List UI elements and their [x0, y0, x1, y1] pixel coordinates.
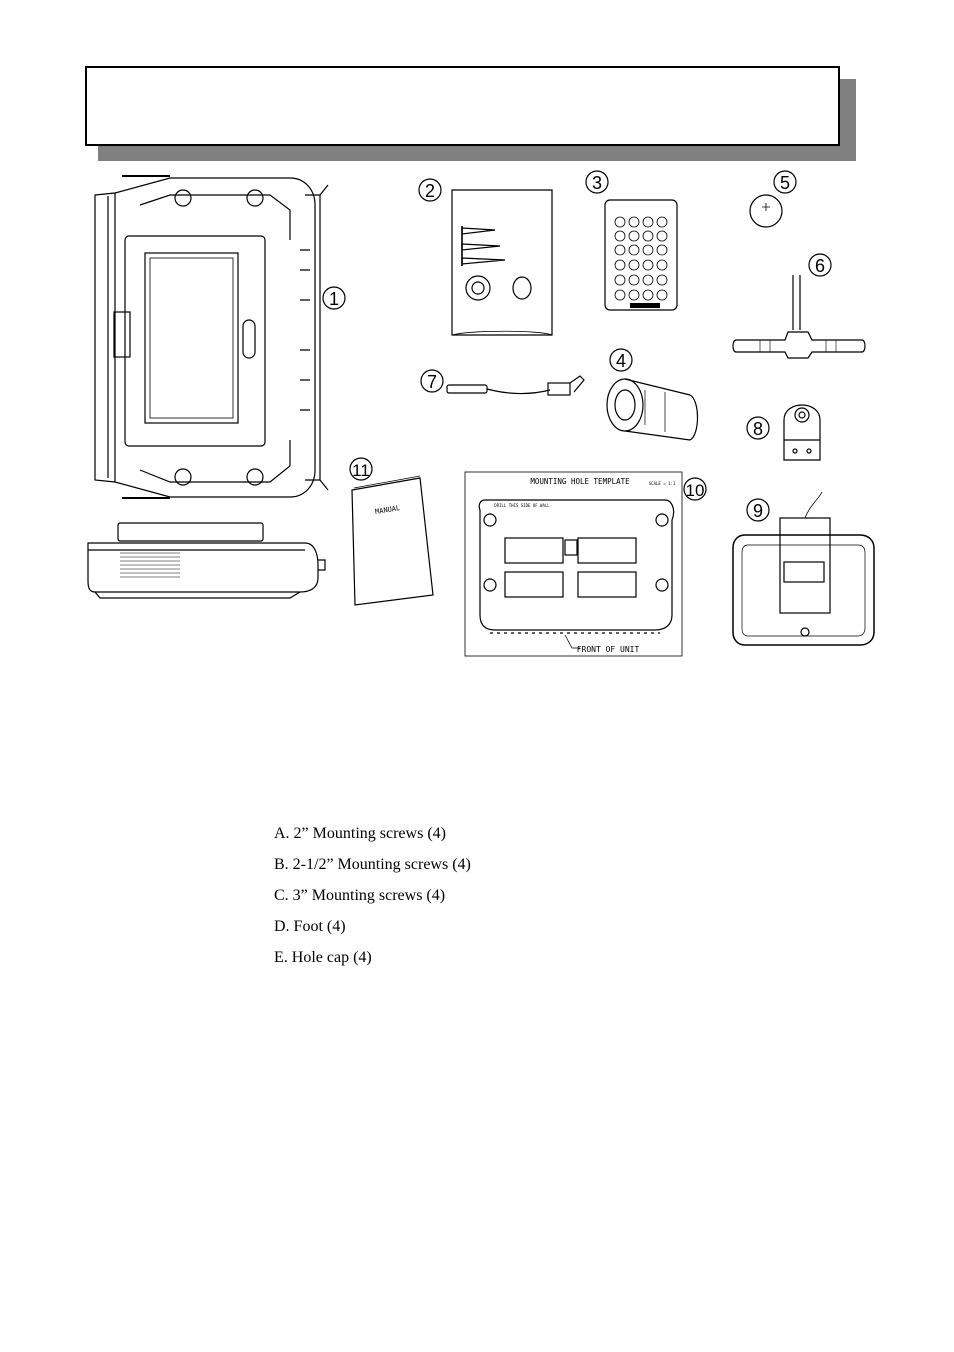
item-8-number: 8: [752, 419, 764, 439]
list-item: B. 2-1/2” Mounting screws (4): [274, 856, 471, 873]
template-drill-note: DRILL THIS SIDE OF WALL: [494, 503, 550, 508]
bracket-drawing: [784, 405, 820, 460]
item-6-number: 6: [814, 256, 826, 276]
fm-antenna-drawing: [733, 275, 865, 358]
item-4-number: 4: [615, 351, 627, 371]
mounting-hole-template-drawing: [465, 472, 682, 656]
remote-control-drawing: [605, 200, 677, 310]
list-item: C. 3” Mounting screws (4): [274, 887, 446, 904]
manual-cover-label: MANUAL: [374, 504, 401, 516]
list-item: A. 2” Mounting screws (4): [274, 825, 446, 842]
template-title: MOUNTING HOLE TEMPLATE: [530, 477, 630, 486]
list-item: E. Hole cap (4): [274, 949, 372, 966]
hardware-parts-list: [274, 818, 471, 973]
item-10-number: 10: [685, 481, 705, 500]
item-7-number: 7: [426, 372, 438, 392]
item-11-number: 11: [352, 461, 370, 480]
main-unit-side-drawing: [88, 523, 325, 598]
cable-drawing: [447, 376, 584, 395]
hardware-bag-drawing: [452, 190, 552, 335]
item-5-number: 5: [779, 173, 791, 193]
list-item: D. Foot (4): [274, 918, 346, 935]
item-9-number: 9: [752, 501, 764, 521]
main-unit-front-drawing: [95, 176, 328, 498]
template-scale: SCALE = 1:1: [648, 481, 676, 486]
item-1-number: 1: [328, 289, 340, 309]
item-3-number: 3: [591, 173, 603, 193]
front-of-unit-label: FRONT OF UNIT: [576, 645, 640, 654]
item-2-number: 2: [424, 181, 436, 201]
manual-drawing: [352, 476, 433, 605]
mount-adapter-drawing: [607, 379, 698, 440]
